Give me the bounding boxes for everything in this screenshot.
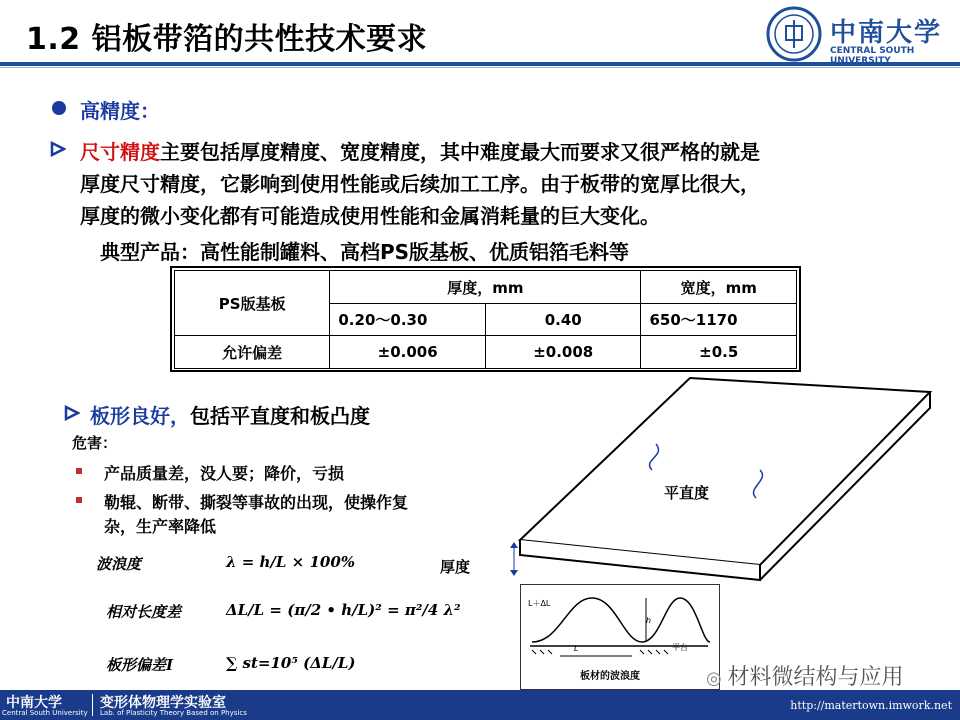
square-bullet-icon xyxy=(76,468,82,474)
footer-org1-en: Central South University xyxy=(2,709,88,717)
section-heading-precision: 高精度： xyxy=(80,99,160,123)
table-cell-tolerance-2: ±0.008 xyxy=(485,336,641,369)
footer-org1: 中南大学 xyxy=(6,695,62,711)
table-header-width: 宽度，mm xyxy=(641,271,797,304)
shape-deviation-equation: ∑ st=10⁵ (ΔL/L) xyxy=(226,654,356,672)
table-cell-tolerance-label: 允许偏差 xyxy=(175,336,330,369)
footer-org2-en: Lab. of Plasticity Theory Based on Physics xyxy=(100,709,247,717)
harm-item-2b: 杂，生产率降低 xyxy=(104,517,217,536)
harm-item-1: 产品质量差，没人要；降价，亏损 xyxy=(104,464,345,483)
footer-url[interactable]: http://matertown.imwork.net xyxy=(790,699,952,712)
harm-label: 危害： xyxy=(72,434,118,452)
flatness-text: 包括平直度和板凸度 xyxy=(190,404,370,428)
relative-length-equation: ΔL/L = (π/2 • h/L)² = π²/4 λ² xyxy=(226,601,461,619)
bullet-dot-icon xyxy=(52,101,66,115)
precision-text-line1: 主要包括厚度精度、宽度精度，其中难度最大而要求又很严格的就是 xyxy=(160,140,760,164)
wave-h-label: h xyxy=(646,616,652,625)
plate-diagram xyxy=(430,370,960,585)
table-cell-tolerance-1: ±0.006 xyxy=(330,336,486,369)
dimension-precision-lead: 尺寸精度 xyxy=(80,140,160,164)
table-cell-tolerance-3: ±0.5 xyxy=(641,336,797,369)
square-bullet-icon xyxy=(76,497,82,503)
shape-deviation-label: 板形偏差I xyxy=(106,656,174,674)
watermark: ◎ 材料微结构与应用 xyxy=(706,665,904,690)
logo-en: CENTRAL SOUTH UNIVERSITY xyxy=(830,46,915,66)
wave-platform-label: 平台 xyxy=(672,643,688,652)
title-divider-thin xyxy=(0,67,960,68)
table-header-thickness: 厚度，mm xyxy=(330,271,641,304)
table-cell-width-1: 650～1170 xyxy=(641,304,797,336)
wave-equation: λ = h/L × 100% xyxy=(226,553,356,571)
table-cell-ps: PS版基板 xyxy=(175,271,330,336)
arrow-bullet-icon xyxy=(50,141,66,157)
table-cell-thickness-2: 0.40 xyxy=(485,304,641,336)
table-cell-thickness-1: 0.20～0.30 xyxy=(330,304,486,336)
footer-bar xyxy=(0,690,960,720)
seal-icon xyxy=(764,6,824,62)
wave-l-label: L xyxy=(574,644,579,653)
logo-cn: 中南大学 xyxy=(830,18,943,48)
footer-org2: 变形体物理学实验室 xyxy=(100,695,226,711)
chat-icon: ◎ xyxy=(706,668,728,689)
typical-products: 典型产品：高性能制罐料、高档PS版基板、优质铝箔毛料等 xyxy=(100,240,630,264)
flatness-lead: 板形良好， xyxy=(90,404,190,428)
thickness-label: 厚度 xyxy=(440,558,471,576)
relative-length-label: 相对长度差 xyxy=(106,603,182,621)
precision-text-line3: 厚度的微小变化都有可能造成使用性能和金属消耗量的巨大变化。 xyxy=(80,204,660,228)
precision-text-line2: 厚度尺寸精度，它影响到使用性能或后续加工工序。由于板带的宽厚比很大， xyxy=(80,172,760,196)
title-divider xyxy=(0,62,960,66)
wave-l-plus-label: L＋ΔL xyxy=(528,599,551,608)
page-title: 1.2 铝板带箔的共性技术要求 xyxy=(26,22,428,57)
harm-item-2a: 勒辊、断带、撕裂等事故的出现，使操作复 xyxy=(104,493,409,512)
spec-table xyxy=(174,270,797,369)
wave-caption: 板材的波浪度 xyxy=(580,671,640,682)
arrow-bullet-icon xyxy=(64,405,80,421)
wave-label: 波浪度 xyxy=(96,555,142,573)
university-logo xyxy=(762,6,952,66)
footer-separator xyxy=(92,694,93,716)
flatness-label: 平直度 xyxy=(664,484,710,502)
